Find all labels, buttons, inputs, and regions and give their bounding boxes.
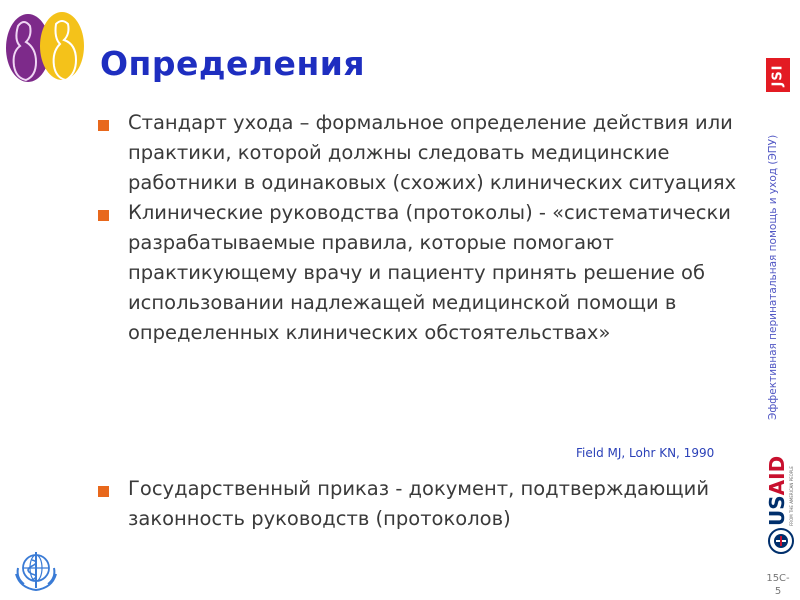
slide-number-line2: 5 [774, 586, 782, 597]
bullet-item [96, 198, 746, 348]
bullet-list-bottom [96, 474, 746, 534]
side-caption-text: Эффективная перинатальная помощь и уход (ЭПУ) [767, 134, 779, 420]
usaid-seal-icon [768, 528, 794, 554]
usaid-logo [766, 452, 796, 528]
slide-number [760, 572, 796, 598]
bullet-text: Стандарт ухода – формальное определение действия или практики, которой должны следовать медицинские работники в одинаковых (схожих) клинических ситуациях [128, 111, 737, 194]
bullet-item [96, 474, 746, 534]
usaid-wordmark-icon [766, 452, 796, 528]
jsi-logo-text: JSI [770, 63, 786, 87]
pregnant-women-logo [4, 8, 86, 86]
who-emblem-icon [10, 548, 62, 592]
bullet-list [96, 108, 746, 348]
usaid-us: US [766, 495, 789, 526]
bullet-text: Государственный приказ - документ, подтверждающий законность руководств (протоколов) [128, 477, 710, 530]
usaid-tagline: FROM THE AMERICAN PEOPLE [789, 466, 794, 526]
citation: Field MJ, Lohr KN, 1990 [576, 446, 715, 460]
bullet-text: Клинические руководства (протоколы) - «систематически разрабатываемые правила, которые помогают практикующему врачу и пациенту принять решение об использовании надлежащей медицинской помощи в определенных клинических обстоятельствах» [128, 201, 731, 344]
svg-text:USAID [766, 456, 789, 526]
jsi-logo [766, 58, 790, 92]
bullet-square-icon [98, 120, 109, 131]
usaid-aid: AID [766, 455, 789, 496]
bullet-square-icon [98, 210, 109, 221]
slide-title: Определения [100, 44, 366, 83]
bullet-item [96, 108, 746, 198]
bullet-square-icon [98, 486, 109, 497]
slide-number-line1: 15C- [766, 573, 790, 584]
